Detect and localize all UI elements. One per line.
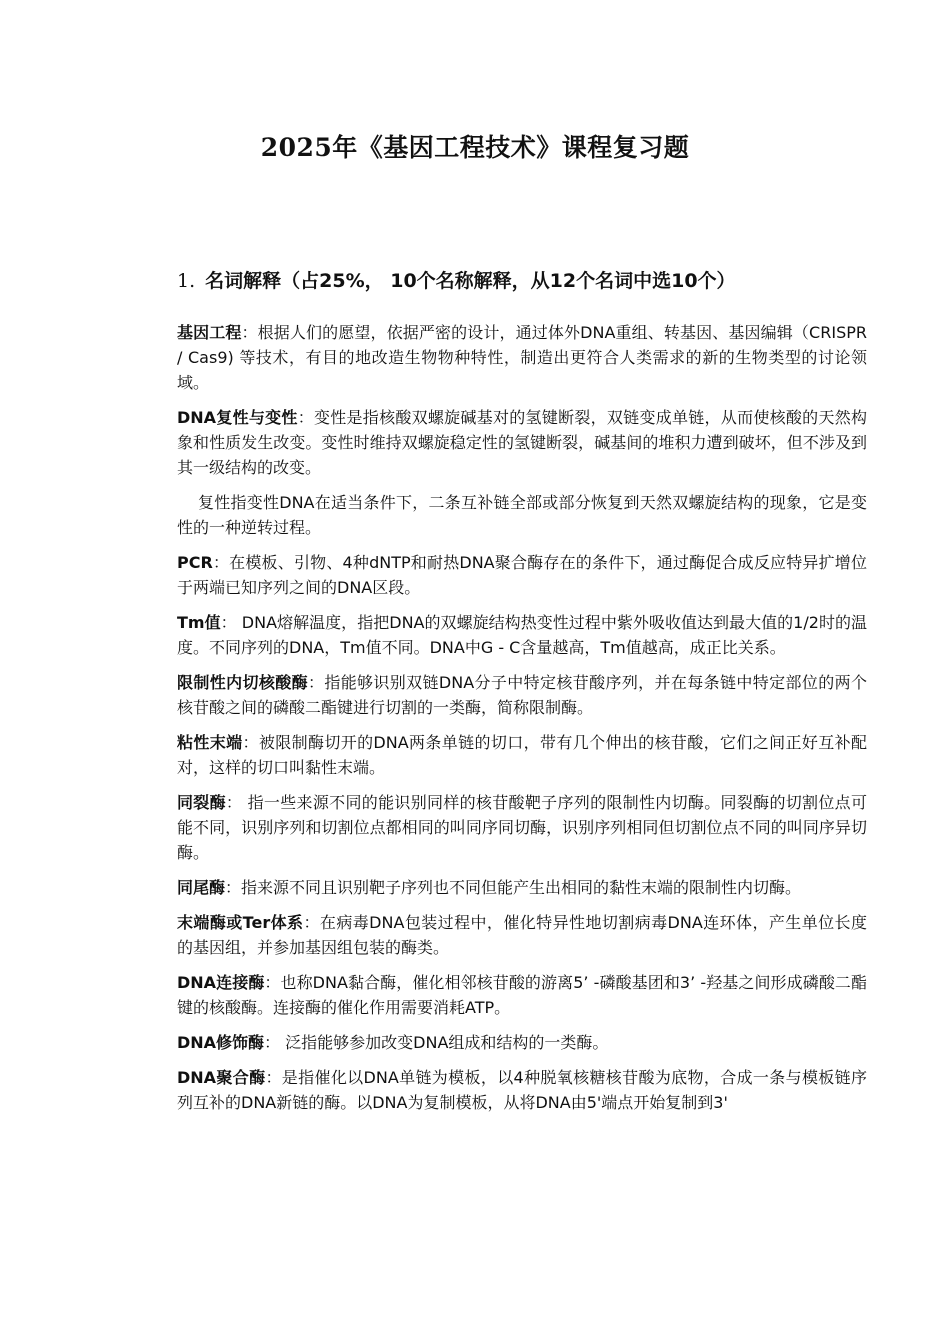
glossary-definition: ：根据人们的愿望，依据严密的设计，通过体外DNA重组、转基因、基因编辑（CRISPR / Cas9) 等技术，有目的地改造生物物种特性，制造出更符合人类需求的新的生物类型的讨论领域。: [177, 323, 867, 392]
section-heading-text: 名词解释（占25%， 10个名称解释，从12个名词中选10个）: [205, 270, 736, 292]
glossary-definition: ： DNA熔解温度，指把DNA的双螺旋结构热变性过程中紫外吸收值达到最大值的1/2时的温度。不同序列的DNA，Tm值不同。DNA中G - C含量越高，Tm值越高，成正比关系。: [177, 613, 867, 657]
glossary-entry: [177, 405, 867, 480]
section-heading: [177, 266, 736, 293]
glossary-entry: [177, 550, 867, 600]
glossary-entry: [177, 730, 867, 780]
glossary-term: 同尾酶: [177, 878, 226, 897]
document-title: 2025年《基因工程技术》课程复习题: [260, 133, 690, 162]
glossary-entry: [177, 875, 867, 900]
glossary-definition: 复性指变性DNA在适当条件下，二条互补链全部或部分恢复到天然双螺旋结构的现象，它是变性的一种逆转过程。: [177, 493, 867, 537]
glossary-definition: ： 指一些来源不同的能识别同样的核苷酸靶子序列的限制性内切酶。同裂酶的切割位点可能不同，识别序列和切割位点都相同的叫同序同切酶，识别序列相同但切割位点不同的叫同序异切酶。: [177, 793, 867, 862]
glossary-term: DNA修饰酶: [177, 1033, 265, 1052]
glossary-definition: ：是指催化以DNA单链为模板，以4种脱氧核糖核苷酸为底物，合成一条与模板链序列互补的DNA新链的酶。以DNA为复制模板，从将DNA由5'端点开始复制到3': [177, 1068, 867, 1112]
glossary-definition: ：变性是指核酸双螺旋碱基对的氢键断裂，双链变成单链，从而使核酸的天然构象和性质发生改变。变性时维持双螺旋稳定性的氢键断裂，碱基间的堆积力遭到破坏，但不涉及到其一级结构的改变。: [177, 408, 867, 477]
glossary-entry: [177, 910, 867, 960]
glossary-term: DNA聚合酶: [177, 1068, 266, 1087]
glossary-entry: [177, 790, 867, 865]
glossary-entry: [177, 320, 867, 395]
glossary-entry-continuation: [177, 490, 867, 540]
glossary-term: 同裂酶: [177, 793, 226, 812]
glossary-term: PCR: [177, 553, 213, 572]
glossary-definition: ： 泛指能够参加改变DNA组成和结构的一类酶。: [264, 1033, 609, 1052]
glossary-definition: ：指来源不同且识别靶子序列也不同但能产生出相同的黏性末端的限制性内切酶。: [225, 878, 802, 897]
glossary-entry: [177, 670, 867, 720]
glossary-definition: ：在模板、引物、4种dNTP和耐热DNA聚合酶存在的条件下，通过酶促合成反应特异扩增位于两端已知序列之间的DNA区段。: [177, 553, 867, 597]
glossary-definition: ：指能够识别双链DNA分子中特定核苷酸序列，并在每条链中特定部位的两个核苷酸之间的磷酸二酯键进行切割的一类酶，简称限制酶。: [177, 673, 867, 717]
glossary-entry: [177, 610, 867, 660]
glossary-definition: ：在病毒DNA包装过程中，催化特异性地切割病毒DNA连环体，产生单位长度的基因组，并参加基因组包装的酶类。: [177, 913, 867, 957]
glossary-definition: ：也称DNA黏合酶，催化相邻核苷酸的游离5’ -磷酸基团和3’ -羟基之间形成磷酸二酯键的核酸酶。连接酶的催化作用需要消耗ATP。: [177, 973, 867, 1017]
section-number: 1.: [177, 270, 196, 292]
glossary-term: DNA复性与变性: [177, 408, 298, 427]
glossary-term: Tm值: [177, 613, 221, 632]
glossary-entry: [177, 1065, 867, 1115]
glossary-term: 基因工程: [177, 323, 242, 342]
glossary-term: 粘性末端: [177, 733, 243, 752]
glossary-list: [177, 320, 867, 1125]
glossary-term: 末端酶或Ter体系: [177, 913, 304, 932]
glossary-term: DNA连接酶: [177, 973, 265, 992]
glossary-definition: ：被限制酶切开的DNA两条单链的切口，带有几个伸出的核苷酸，它们之间正好互补配对，这样的切口叫黏性末端。: [177, 733, 867, 777]
glossary-entry: [177, 1030, 867, 1055]
glossary-term: 限制性内切核酸酶: [177, 673, 308, 692]
glossary-entry: [177, 970, 867, 1020]
